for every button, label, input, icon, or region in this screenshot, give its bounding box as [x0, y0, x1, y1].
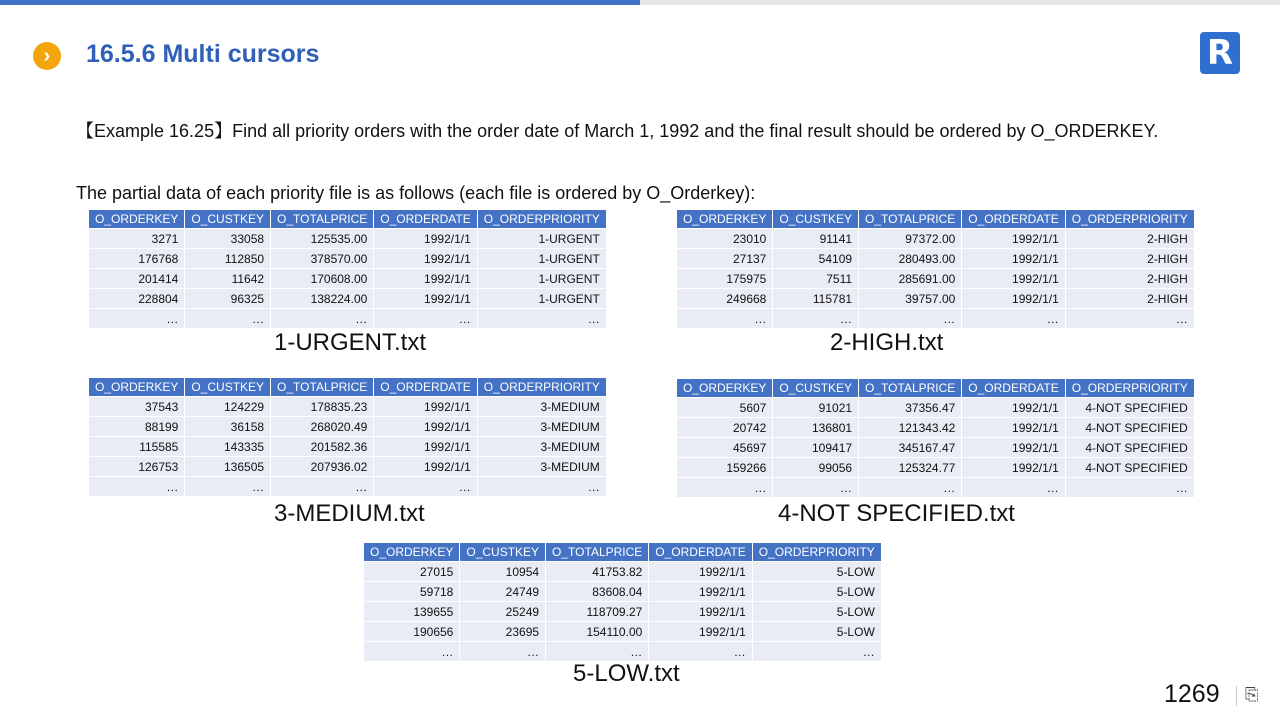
table-cell: 1992/1/1: [962, 249, 1065, 269]
column-header: O_ORDERKEY: [89, 378, 185, 397]
table-cell: …: [477, 477, 606, 497]
table-cell: …: [374, 309, 477, 329]
table-cell: 7511: [773, 269, 859, 289]
table-cell: 97372.00: [859, 229, 962, 249]
table-row: [677, 309, 1195, 329]
table-cell: 91021: [773, 398, 859, 418]
table-cell: 23010: [677, 229, 773, 249]
column-header: O_CUSTKEY: [773, 379, 859, 398]
table-cell: …: [185, 309, 271, 329]
table-cell: 24749: [460, 582, 546, 602]
table-cell: …: [364, 642, 460, 662]
top-progress-bar: [0, 0, 640, 5]
table-cell: …: [477, 309, 606, 329]
table-cell: 4-NOT SPECIFIED: [1065, 458, 1194, 478]
slide-title: 16.5.6 Multi cursors: [86, 40, 320, 68]
table-cell: …: [1065, 478, 1194, 498]
top-progress-track: [640, 0, 1280, 5]
column-header: O_CUSTKEY: [773, 210, 859, 229]
column-header: O_TOTALPRICE: [546, 543, 649, 562]
table-cell: 136801: [773, 418, 859, 438]
table-cell: …: [460, 642, 546, 662]
table-row: [89, 289, 607, 309]
table-cell: 2-HIGH: [1065, 229, 1194, 249]
caption-not-specified: 4-NOT SPECIFIED.txt: [778, 500, 1015, 527]
table-cell: 4-NOT SPECIFIED: [1065, 438, 1194, 458]
column-header: O_TOTALPRICE: [859, 379, 962, 398]
table-cell: 1992/1/1: [374, 249, 477, 269]
partial-data-description: The partial data of each priority file is as follows (each file is ordered by O_Orderkey):: [76, 183, 756, 203]
table-cell: 88199: [89, 417, 185, 437]
table-cell: 33058: [185, 229, 271, 249]
table-cell: 3271: [89, 229, 185, 249]
table-cell: 112850: [185, 249, 271, 269]
table-cell: 1992/1/1: [962, 289, 1065, 309]
table-cell: 143335: [185, 437, 271, 457]
column-header: O_ORDERPRIORITY: [477, 210, 606, 229]
table-cell: 1992/1/1: [374, 397, 477, 417]
table-cell: 378570.00: [271, 249, 374, 269]
table-cell: …: [677, 309, 773, 329]
column-header: O_ORDERKEY: [89, 210, 185, 229]
data-table-medium: [88, 377, 607, 497]
table-cell: 115781: [773, 289, 859, 309]
table-cell: 3-MEDIUM: [477, 417, 606, 437]
table-cell: 201414: [89, 269, 185, 289]
table-row: [364, 622, 882, 642]
table-cell: 139655: [364, 602, 460, 622]
table-cell: 23695: [460, 622, 546, 642]
table-cell: 41753.82: [546, 562, 649, 582]
table-cell: …: [1065, 309, 1194, 329]
table-cell: 1992/1/1: [962, 398, 1065, 418]
table-row: [89, 249, 607, 269]
table-cell: 228804: [89, 289, 185, 309]
table-cell: 5-LOW: [752, 562, 881, 582]
table-row: [89, 229, 607, 249]
table-cell: …: [271, 309, 374, 329]
column-header: O_ORDERDATE: [962, 210, 1065, 229]
table-cell: 4-NOT SPECIFIED: [1065, 418, 1194, 438]
column-header: O_CUSTKEY: [185, 210, 271, 229]
column-header: O_CUSTKEY: [460, 543, 546, 562]
table-cell: 118709.27: [546, 602, 649, 622]
table-row: [89, 269, 607, 289]
data-table-not-specified: [676, 378, 1195, 498]
table-cell: 5-LOW: [752, 622, 881, 642]
table-cell: 3-MEDIUM: [477, 457, 606, 477]
table-cell: …: [546, 642, 649, 662]
column-header: O_ORDERDATE: [374, 378, 477, 397]
table-cell: 83608.04: [546, 582, 649, 602]
notes-icon[interactable]: ⎘: [1245, 685, 1259, 704]
table-row: [89, 417, 607, 437]
table-cell: 1-URGENT: [477, 289, 606, 309]
table-cell: 59718: [364, 582, 460, 602]
table-cell: 54109: [773, 249, 859, 269]
table-cell: 159266: [677, 458, 773, 478]
table-cell: 125535.00: [271, 229, 374, 249]
column-header: O_ORDERPRIORITY: [1065, 210, 1194, 229]
column-header: O_ORDERPRIORITY: [477, 378, 606, 397]
table-cell: …: [773, 478, 859, 498]
column-header: O_TOTALPRICE: [271, 210, 374, 229]
table-cell: 115585: [89, 437, 185, 457]
table-cell: 5-LOW: [752, 582, 881, 602]
example-description: 【Example 16.25】Find all priority orders with the order date of March 1, 1992 and the final result should be ordered by O_ORDERKEY.: [76, 121, 1159, 141]
table-cell: 3-MEDIUM: [477, 437, 606, 457]
table-row: [677, 398, 1195, 418]
table-cell: 126753: [89, 457, 185, 477]
caption-high: 2-HIGH.txt: [830, 329, 944, 356]
table-cell: 5-LOW: [752, 602, 881, 622]
table-cell: 2-HIGH: [1065, 249, 1194, 269]
table-row: [677, 478, 1195, 498]
table-cell: …: [752, 642, 881, 662]
table-cell: 2-HIGH: [1065, 289, 1194, 309]
table-cell: 345167.47: [859, 438, 962, 458]
table-header-row: [364, 543, 882, 562]
table-cell: 125324.77: [859, 458, 962, 478]
table-cell: 1992/1/1: [374, 229, 477, 249]
table-cell: 201582.36: [271, 437, 374, 457]
table-cell: 1992/1/1: [962, 438, 1065, 458]
table-cell: 1992/1/1: [649, 602, 752, 622]
table-cell: 1992/1/1: [374, 289, 477, 309]
table-row: [89, 397, 607, 417]
table-cell: …: [859, 309, 962, 329]
table-row: [364, 642, 882, 662]
table-cell: 121343.42: [859, 418, 962, 438]
table-cell: 1992/1/1: [649, 622, 752, 642]
table-cell: 1992/1/1: [374, 269, 477, 289]
table-cell: 4-NOT SPECIFIED: [1065, 398, 1194, 418]
column-header: O_ORDERKEY: [677, 210, 773, 229]
table-row: [677, 229, 1195, 249]
table-row: [677, 438, 1195, 458]
table-row: [364, 602, 882, 622]
column-header: O_ORDERDATE: [962, 379, 1065, 398]
table-cell: 1992/1/1: [962, 269, 1065, 289]
column-header: O_ORDERKEY: [364, 543, 460, 562]
column-header: O_TOTALPRICE: [271, 378, 374, 397]
table-cell: …: [962, 309, 1065, 329]
table-cell: …: [374, 477, 477, 497]
table-row: [89, 457, 607, 477]
table-cell: 25249: [460, 602, 546, 622]
table-cell: 39757.00: [859, 289, 962, 309]
table-cell: …: [185, 477, 271, 497]
table-header-row: [89, 210, 607, 229]
table-header-row: [677, 210, 1195, 229]
table-header-row: [89, 378, 607, 397]
table-row: [677, 458, 1195, 478]
column-header: O_ORDERDATE: [374, 210, 477, 229]
footer-divider: [1236, 686, 1237, 706]
table-cell: 37356.47: [859, 398, 962, 418]
table-cell: 1992/1/1: [374, 417, 477, 437]
chevron-right-icon: ›: [33, 42, 61, 70]
column-header: O_ORDERPRIORITY: [752, 543, 881, 562]
table-cell: 37543: [89, 397, 185, 417]
table-row: [677, 249, 1195, 269]
table-cell: 1992/1/1: [374, 457, 477, 477]
table-cell: 1992/1/1: [649, 562, 752, 582]
table-cell: 124229: [185, 397, 271, 417]
table-cell: 249668: [677, 289, 773, 309]
table-cell: …: [89, 309, 185, 329]
caption-medium: 3-MEDIUM.txt: [274, 500, 425, 527]
table-cell: 11642: [185, 269, 271, 289]
table-cell: 190656: [364, 622, 460, 642]
table-row: [89, 477, 607, 497]
table-row: [364, 582, 882, 602]
table-cell: 27137: [677, 249, 773, 269]
table-cell: …: [649, 642, 752, 662]
page-number: 1269: [1164, 680, 1220, 708]
caption-urgent: 1-URGENT.txt: [274, 329, 427, 356]
table-cell: 10954: [460, 562, 546, 582]
table-cell: 285691.00: [859, 269, 962, 289]
table-cell: 1992/1/1: [374, 437, 477, 457]
table-cell: 36158: [185, 417, 271, 437]
table-cell: 1992/1/1: [962, 458, 1065, 478]
column-header: O_ORDERDATE: [649, 543, 752, 562]
table-cell: …: [962, 478, 1065, 498]
table-cell: 91141: [773, 229, 859, 249]
brand-logo: R: [1200, 32, 1240, 74]
table-cell: …: [773, 309, 859, 329]
table-cell: 175975: [677, 269, 773, 289]
table-cell: 20742: [677, 418, 773, 438]
data-table-urgent: [88, 209, 607, 329]
table-cell: 27015: [364, 562, 460, 582]
table-cell: 3-MEDIUM: [477, 397, 606, 417]
column-header: O_ORDERKEY: [677, 379, 773, 398]
table-cell: 1-URGENT: [477, 269, 606, 289]
table-cell: 154110.00: [546, 622, 649, 642]
table-row: [677, 269, 1195, 289]
table-cell: …: [677, 478, 773, 498]
table-cell: 109417: [773, 438, 859, 458]
table-cell: 176768: [89, 249, 185, 269]
column-header: O_CUSTKEY: [185, 378, 271, 397]
table-cell: 99056: [773, 458, 859, 478]
table-cell: …: [89, 477, 185, 497]
table-cell: …: [271, 477, 374, 497]
table-row: [677, 418, 1195, 438]
table-row: [89, 309, 607, 329]
table-cell: 268020.49: [271, 417, 374, 437]
table-cell: 1-URGENT: [477, 229, 606, 249]
table-cell: 207936.02: [271, 457, 374, 477]
table-row: [89, 437, 607, 457]
table-cell: 5607: [677, 398, 773, 418]
column-header: O_ORDERPRIORITY: [1065, 379, 1194, 398]
table-cell: 45697: [677, 438, 773, 458]
table-cell: 96325: [185, 289, 271, 309]
table-cell: 178835.23: [271, 397, 374, 417]
table-row: [677, 289, 1195, 309]
table-cell: 2-HIGH: [1065, 269, 1194, 289]
table-cell: 1992/1/1: [649, 582, 752, 602]
table-cell: …: [859, 478, 962, 498]
table-cell: 1992/1/1: [962, 229, 1065, 249]
data-table-low: [363, 542, 882, 662]
caption-low: 5-LOW.txt: [573, 660, 680, 687]
table-header-row: [677, 379, 1195, 398]
table-row: [364, 562, 882, 582]
table-cell: 138224.00: [271, 289, 374, 309]
table-cell: 1-URGENT: [477, 249, 606, 269]
data-table-high: [676, 209, 1195, 329]
table-cell: 1992/1/1: [962, 418, 1065, 438]
table-cell: 136505: [185, 457, 271, 477]
table-cell: 170608.00: [271, 269, 374, 289]
column-header: O_TOTALPRICE: [859, 210, 962, 229]
table-cell: 280493.00: [859, 249, 962, 269]
